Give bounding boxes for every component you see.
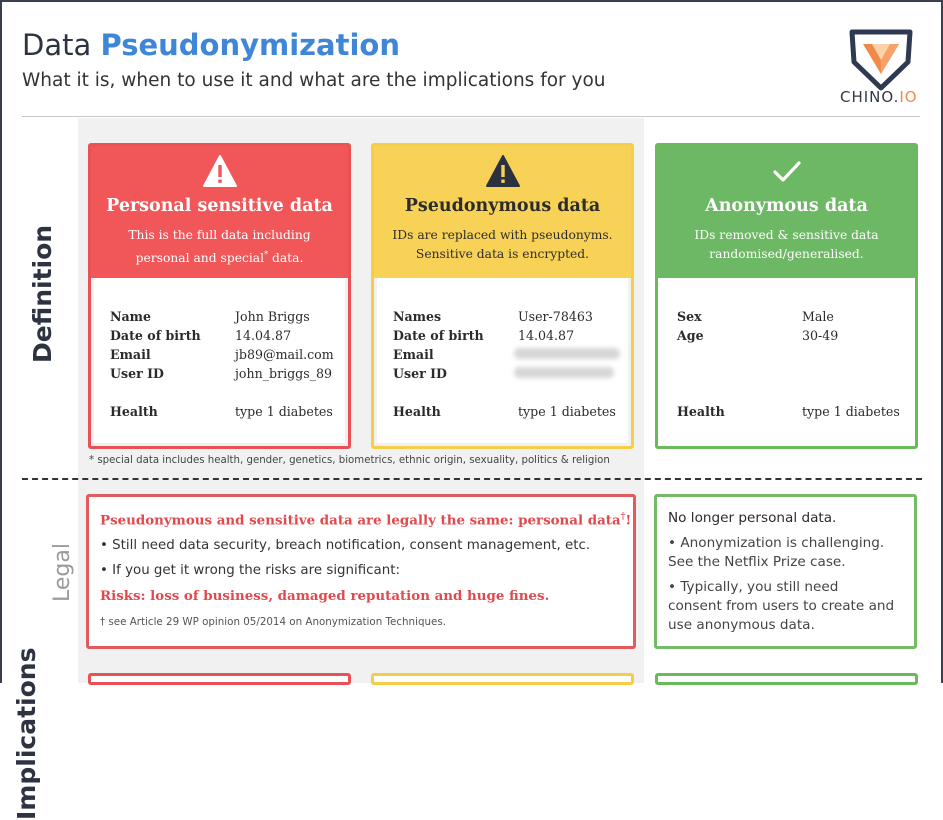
- section-label-legal: Legal: [50, 543, 75, 602]
- card-description: This is the full data including personal and special* data.: [128, 228, 311, 266]
- card-title: Personal sensitive data: [106, 196, 333, 216]
- anonymous-legal-box: [654, 494, 917, 649]
- legal-bullet-risks: • If you get it wrong the risks are significant:: [100, 563, 400, 578]
- card-anonymous-data: [655, 143, 918, 449]
- header-divider: [22, 116, 920, 117]
- card-title: Anonymous data: [705, 196, 868, 216]
- legal-headline: Pseudonymous and sensitive data are legally the same: personal data†!: [100, 512, 632, 529]
- section-divider: [22, 478, 922, 480]
- encrypted-value-blur: [514, 367, 614, 378]
- anon-line: use anonymous data.: [668, 617, 815, 633]
- next-row-box-green: [655, 673, 918, 685]
- card-description: IDs removed & sensitive data randomised/generalised.: [694, 228, 879, 261]
- card-data-table: Sex Male Age 30-49 Health type 1 diabetes: [661, 278, 912, 443]
- encrypted-value-blur: [514, 348, 620, 359]
- legal-risks: Risks: loss of business, damaged reputation and huge fines.: [100, 588, 550, 604]
- legal-implications-box: [86, 494, 636, 649]
- logo-text: CHINO.IO: [840, 88, 918, 106]
- card-personal-sensitive-data: [88, 143, 351, 449]
- anon-line: consent from users to create and: [668, 598, 895, 614]
- card-pseudonymous-data: [371, 143, 634, 449]
- next-row-box-red: [88, 673, 351, 685]
- anon-line: See the Netflix Prize case.: [668, 554, 846, 570]
- card-data-table: Name John Briggs Date of birth 14.04.87 Email jb89@mail.com User ID john_briggs_89 Health type 1 diabetes: [94, 278, 345, 443]
- anon-line: • Typically, you still need: [668, 579, 839, 595]
- card-title: Pseudonymous data: [404, 196, 601, 216]
- warning-icon: [485, 154, 521, 188]
- page-subtitle: What it is, when to use it and what are the implications for you: [22, 70, 606, 91]
- section-label-definition: Definition: [28, 224, 57, 363]
- page-title: Data Pseudonymization: [22, 28, 400, 62]
- card-description: IDs are replaced with pseudonyms. Sensitive data is encrypted.: [392, 228, 613, 261]
- special-data-footnote: * special data includes health, gender, genetics, biometrics, ethnic origin, sexuality, politics & religion: [89, 455, 610, 466]
- section-label-implications: Implications: [12, 647, 41, 820]
- anon-line: • Anonymization is challenging.: [668, 535, 885, 551]
- next-row-box-yellow: [371, 673, 634, 685]
- warning-icon: [202, 154, 238, 188]
- checkmark-icon: [769, 154, 805, 188]
- anon-line: No longer personal data.: [668, 510, 837, 526]
- legal-reference-note: † see Article 29 WP opinion 05/2014 on Anonymization Techniques.: [100, 616, 446, 628]
- legal-bullet-security: • Still need data security, breach notification, consent management, etc.: [100, 538, 591, 553]
- card-data-table: Names User-78463 Date of birth 14.04.87 Email User ID Health type 1 diabetes: [377, 278, 628, 443]
